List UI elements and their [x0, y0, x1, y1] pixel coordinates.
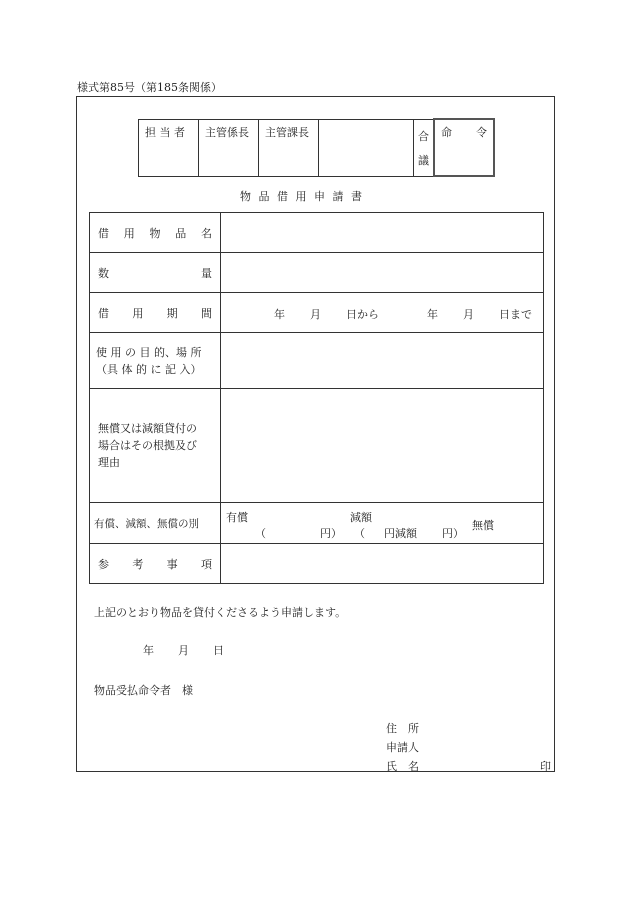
- field-remarks[interactable]: [221, 544, 544, 584]
- label-remarks: 参 考 事 項: [90, 544, 221, 584]
- cell-tantosha: 担 当 者: [139, 119, 199, 176]
- field-quantity[interactable]: [221, 253, 544, 293]
- cell-kacho: 主管課長: [259, 119, 319, 176]
- meirei-label-1: 命: [441, 126, 452, 139]
- meirei-label-2: 令: [476, 126, 487, 139]
- field-period[interactable]: 年 月 日から 年 月 日まで: [221, 293, 544, 333]
- field-reason[interactable]: [221, 389, 544, 503]
- applicant-address-label: 住 所: [386, 722, 419, 735]
- cell-blank: [319, 119, 414, 176]
- charge-reduced: 減額: [350, 511, 372, 524]
- charge-free: 無償: [472, 519, 494, 532]
- label-charge: 有償、減額、無償の別: [90, 503, 221, 544]
- cell-gougi: [414, 119, 435, 176]
- label-quantity: 数 量: [90, 253, 221, 293]
- cell-kakaricho: 主管係長: [199, 119, 259, 176]
- application-table: [89, 212, 544, 584]
- charge-paid: 有償: [226, 511, 248, 524]
- applicant-label: 申請人: [386, 741, 419, 754]
- label-period: 借 用 期 間: [90, 293, 221, 333]
- cell-meirei: [434, 119, 494, 176]
- gougi-label-1: 合: [418, 129, 429, 143]
- field-item-name[interactable]: [221, 213, 544, 253]
- application-statement: 上記のとおり物品を貸付くださるよう申請します。: [94, 606, 347, 619]
- field-charge[interactable]: 有償 減額 （ 円） （ 円減額 円） 無償: [221, 503, 544, 544]
- applicant-name-label: 氏 名: [386, 760, 419, 773]
- form-number: 様式第85号（第185条関係）: [77, 81, 222, 94]
- gougi-label-2: 議: [418, 153, 429, 167]
- field-purpose[interactable]: [221, 333, 544, 389]
- addressee: 物品受払命令者 様: [94, 684, 193, 697]
- label-purpose: 使 用 の 目 的、場 所 （具 体 的 に 記 入）: [90, 333, 221, 389]
- seal-mark: 印: [540, 760, 551, 773]
- document-title: 物 品 借 用 申 請 書: [240, 190, 364, 203]
- label-reason: 無償又は減額貸付の 場合はその根拠及び 理由: [90, 389, 221, 503]
- label-item-name: 借 用 物 品 名: [90, 213, 221, 253]
- approval-stamp-table: [138, 118, 495, 177]
